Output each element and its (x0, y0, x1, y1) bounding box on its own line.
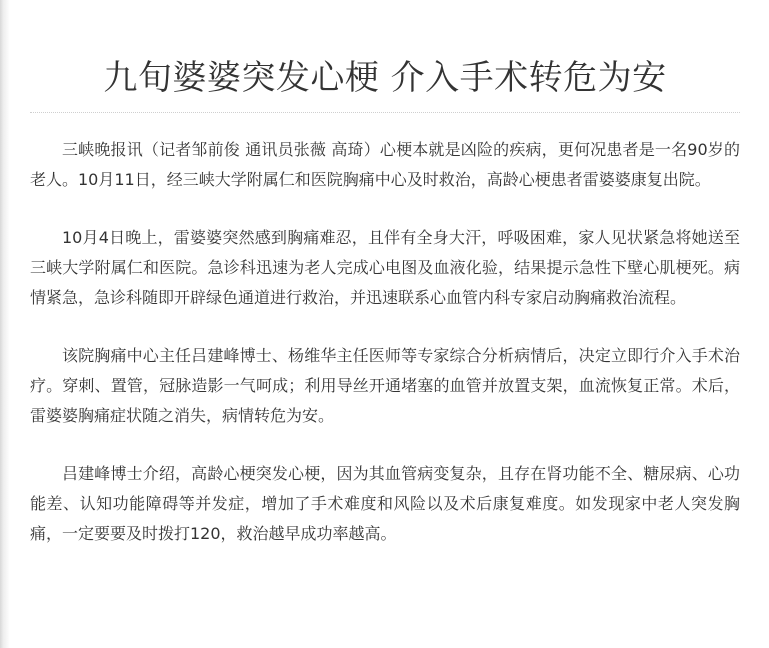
article-paragraph-4: 吕建峰博士介绍，高龄心梗突发心梗，因为其血管病变复杂，且存在肾功能不全、糖尿病、心功能差、认知功能障碍等并发症，增加了手术难度和风险以及术后康复难度。如发现家中老人突发胸痛，一定要要及时拨打120，救治越早成功率越高。 (30, 464, 740, 543)
article-title: 九旬婆婆突发心梗 介入手术转危为安 (103, 58, 667, 98)
article-paragraph-1: 三峡晚报讯（记者邹前俊 通讯员张薇 高琦）心梗本就是凶险的疾病，更何况患者是一名90岁的老人。10月11日，经三峡大学附属仁和医院胸痛中心及时救治，高龄心梗患者雷婆婆康复出院。 (30, 140, 740, 189)
article-paragraph-2: 10月4日晚上，雷婆婆突然感到胸痛难忍，且伴有全身大汗，呼吸困难，家人见状紧急将她送至三峡大学附属仁和医院。急诊科迅速为老人完成心电图及血液化验，结果提示急性下壁心肌梗死。病情紧急，急诊科随即开辟绿色通道进行救治，并迅速联系心血管内科专家启动胸痛救治流程。 (30, 228, 740, 307)
article (30, 0, 740, 577)
title-divider (30, 112, 740, 113)
page-left-shadow (0, 0, 10, 648)
article-paragraph-3: 该院胸痛中心主任吕建峰博士、杨维华主任医师等专家综合分析病情后，决定立即行介入手术治疗。穿刺、置管，冠脉造影一气呵成；利用导丝开通堵塞的血管并放置支架，血流恢复正常。术后，雷婆婆胸痛症状随之消失，病情转危为安。 (30, 346, 740, 425)
